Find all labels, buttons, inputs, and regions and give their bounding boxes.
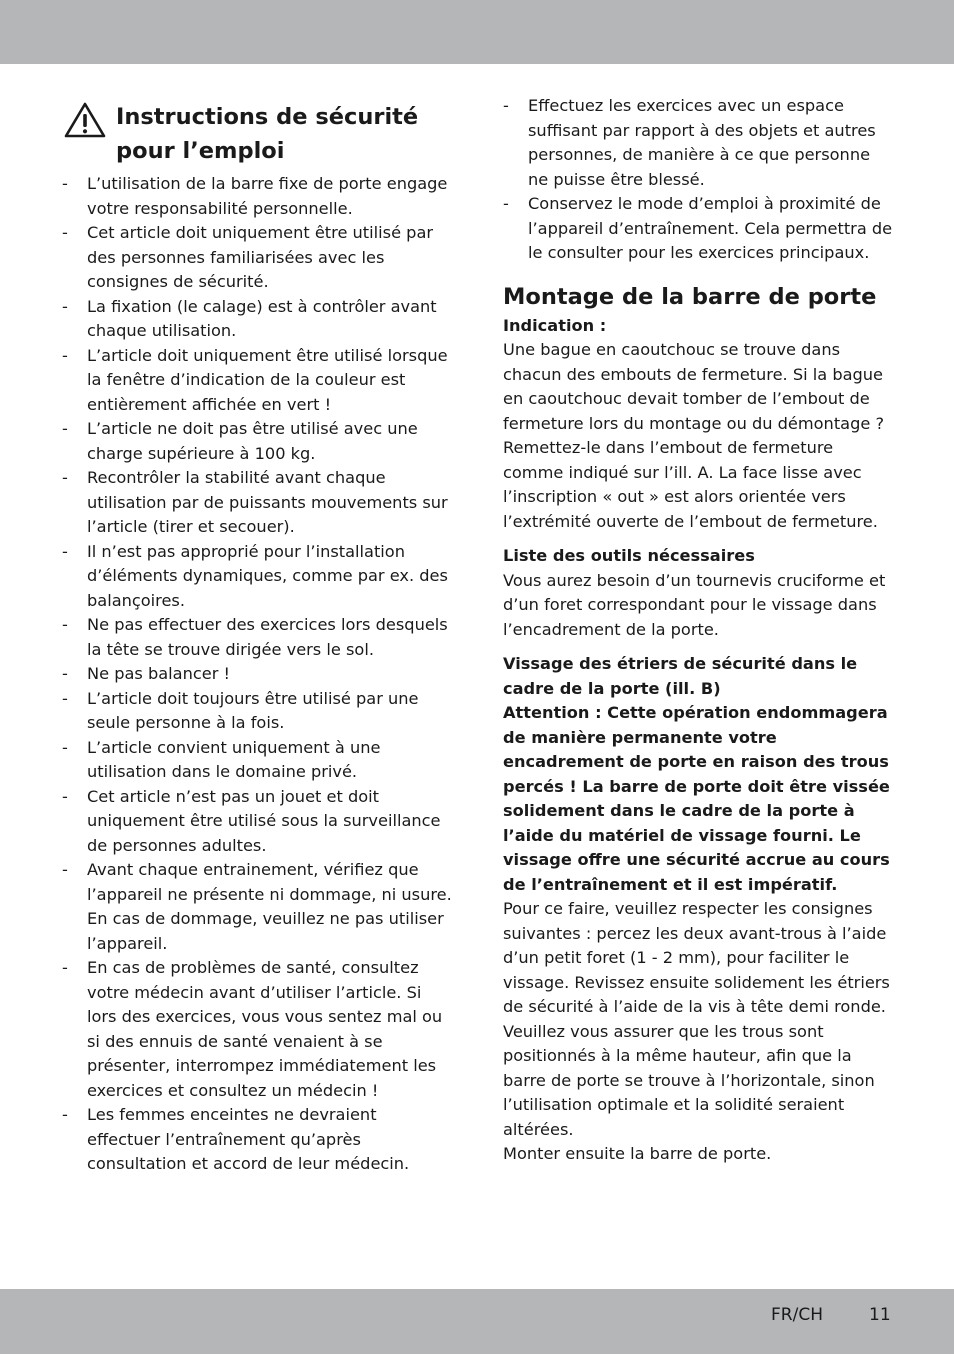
left-column xyxy=(62,100,454,1177)
list-item: - Ne pas effectuer des exercices lors desquels la tête se trouve dirigée vers le sol. xyxy=(62,615,448,659)
list-item: - Conservez le mode d’emploi à proximité de l’appareil d’entraînement. Cela permettra de le consulter pour les exercices principaux. xyxy=(503,194,893,262)
procedure-text: Pour ce faire, veuillez respecter les consignes suivantes : percez les deux avant-trous à l’aide d’un petit foret (1 - 2 mm), pour faciliter le vissage. Revissez ensuite solidement les étriers de sécurité à l’aide de la vis à tête demi ronde. Veuillez vous assurer que les trous sont positionnés à la même hauteur, afin que la barre de porte se trouve à l’horizontale, sinon l’utilisation optimale et la solidité seraient altérées. xyxy=(503,899,890,1139)
list-item: - Il n’est pas approprié pour l’installation d’éléments dynamiques, comme par ex. des balançoires. xyxy=(62,541,448,610)
footer-language: FR/CH xyxy=(771,1305,823,1325)
indication-label: Indication : xyxy=(503,315,607,335)
tools-text: Vous aurez besoin d’un tournevis cruciforme et d’un foret correspondant pour le vissage dans l’encadrement de la porte. xyxy=(503,570,886,639)
list-item: - Cet article n’est pas un jouet et doit uniquement être utilisé sous la surveillance de personnes adultes. xyxy=(62,786,441,855)
header-band xyxy=(0,0,954,64)
list-item: - Recontrôler la stabilité avant chaque utilisation par de puissants mouvements sur l’article (tirer et secouer). xyxy=(62,468,448,536)
list-item: - L’utilisation de la barre fixe de porte engage votre responsabilité personnelle. xyxy=(62,174,448,218)
warning-triangle-icon xyxy=(64,102,106,138)
list-item: - L’article doit uniquement être utilisé lorsque la fenêtre d’indication de la couleur est entièrement affichée en vert ! xyxy=(62,345,448,414)
safety-list-left xyxy=(62,172,454,1177)
list-item: - Effectuez les exercices avec un espace suffisant par rapport à des objets et autres personnes, de manière à ce que personne ne puisse être blessé. xyxy=(503,96,876,189)
tools-heading: Liste des outils nécessaires xyxy=(503,546,755,565)
final-text: Monter ensuite la barre de porte. xyxy=(503,1144,772,1163)
safety-list-right xyxy=(503,94,893,266)
list-item: - En cas de problèmes de santé, consultez votre médecin avant d’utiliser l’article. Si lors des exercices, vous vous sentez mal ou si des ennuis de santé venaient à se présenter, interrompez immédiatement les exercices et consultez un médecin ! xyxy=(62,958,443,1100)
montage-heading: Montage de la barre de porte xyxy=(503,283,877,310)
list-item: - Cet article doit uniquement être utilisé par des personnes familiarisées avec les consignes de sécurité. xyxy=(62,223,434,291)
right-column xyxy=(503,94,893,1167)
list-item: - Avant chaque entrainement, vérifiez que l’appareil ne présente ni dommage, ni usure. En cas de dommage, veuillez ne pas utiliser l’appareil. xyxy=(62,860,452,953)
list-item: - La fixation (le calage) est à contrôler avant chaque utilisation. xyxy=(62,296,437,340)
list-item: - L’article convient uniquement à une utilisation dans le domaine privé. xyxy=(62,737,381,781)
list-item: - Les femmes enceintes ne devraient effectuer l’entraînement qu’après consultation et accord de leur médecin. xyxy=(62,1105,410,1173)
screw-heading: Vissage des étriers de sécurité dans le cadre de la porte (ill. B) xyxy=(503,654,858,698)
safety-heading xyxy=(62,100,454,168)
attention-text: Attention : Cette opération endommagera de manière permanente votre encadrement de porte en raison des trous percés ! La barre de porte doit être vissée solidement dans le cadre de la porte à l’aide du matériel de vissage fourni. Le vissage offre une sécurité accrue au cours de l’entraînement et il est impératif. xyxy=(503,703,890,894)
list-item: - L’article ne doit pas être utilisé avec une charge supérieure à 100 kg. xyxy=(62,419,418,463)
safety-heading-text: Instructions de sécurité pour l’emploi xyxy=(116,104,419,164)
page-number: 11 xyxy=(869,1305,891,1325)
indication-text: Une bague en caoutchouc se trouve dans chacun des embouts de fermeture. Si la bague en caoutchouc devait tomber de l’embout de fermeture lors du montage ou du démontage ? Remettez-le dans l’embout de fermeture comme indiqué sur l’ill. A. La face lisse avec l’inscription « out » est alors orientée vers l’extrémité ouverte de l’embout de fermeture. xyxy=(503,340,885,531)
list-item: - L’article doit toujours être utilisé par une seule personne à la fois. xyxy=(62,688,419,732)
list-item: - Ne pas balancer ! xyxy=(62,664,231,683)
